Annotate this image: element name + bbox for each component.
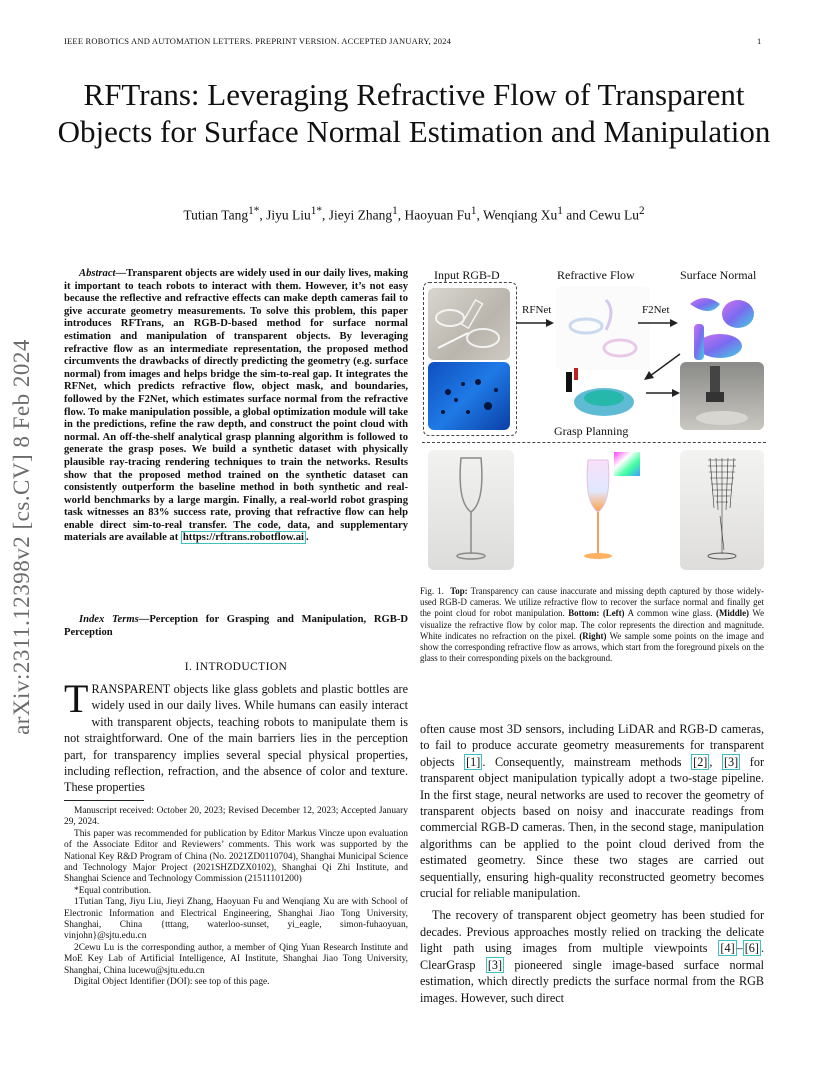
p1-text-a: often cause most 3D sensors, including LiDAR and RGB-D cameras, to fail to produce accurate geometry measurements for transparent objects	[420, 722, 764, 769]
flow-arrows-photo	[680, 450, 764, 570]
grasp-point-cloud	[562, 366, 642, 422]
footnote-received: Manuscript received: October 20, 2023; Revised December 12, 2023; Accepted January 29, 2024.	[64, 806, 408, 828]
label-grasp-planning: Grasp Planning	[554, 424, 629, 438]
f2net-label: F2Net	[642, 304, 670, 316]
footnote-rule	[64, 800, 144, 801]
caption-bottom-lead: Bottom: (Left)	[568, 608, 625, 619]
index-terms-text: —Perception for Grasping and Manipulation, RGB-D Perception	[64, 614, 408, 638]
caption-right: We sample some points on the image and show the corresponding refractive flow as arrows, which start from the foreground pixels on the glass to their corresponding pixels on the background.	[420, 630, 764, 664]
caption-right-lead: (Right)	[579, 630, 607, 641]
rfnet-label: RFNet	[522, 304, 552, 316]
surface-normal-image	[680, 284, 764, 372]
arxiv-id: arXiv:2311.12398v2 [cs.CV] 8 Feb 2024	[9, 339, 34, 735]
flow-colormap-icon	[554, 450, 650, 570]
intro-body: objects like glass goblets and plastic bottles are widely used in our daily lives. While humans can easily interact with transparent objects, teaching robots to manipulate them is not straightforward. One of the main barriers lies in the perception part, for transparency implies several special physical properties, including reflection, refraction, and the absence of color and texture. These properties	[64, 682, 408, 795]
wine-glass-icon	[428, 450, 514, 570]
right-column-body	[420, 721, 764, 1006]
index-terms-lead: Index Terms	[79, 614, 139, 625]
p2-text-a: The recovery of transparent object geometry has been studied for decades. Previous approaches mostly relied on tracking the delicate light path using images from multiple viewpoints	[420, 908, 764, 956]
caption-middle: We visualize the refractive flow by color map. The color represents the direction and magnitude. White indicates no refraction on the pixel.	[420, 608, 765, 641]
to-robot-arrow-icon	[646, 388, 680, 398]
right-paragraph-2	[420, 907, 764, 1005]
caption-top-lead: Top:	[450, 586, 468, 596]
rfnet-arrow-icon	[516, 318, 554, 328]
robot-arm-illustration	[680, 362, 764, 430]
citation-2[interactable]: [2]	[693, 754, 708, 769]
caption-bottom: A common wine glass.	[624, 608, 716, 619]
footnote-editor: This paper was recommended for publication by Editor Markus Vincze upon evaluation of the Associate Editor and Reviewers’ comments. This work was supported by the National Key R&D Program of China (No. 2021ZD0110704), Shanghai Municipal Science and Technology Major Project (2021SHZDZX0102), Shanghai Qi Zhi Institute, and Shanghai Science and Technology Commission (21511101200)	[64, 828, 408, 885]
footnote-affiliation-1: 1Tutian Tang, Jiyu Liu, Jieyi Zhang, Haoyuan Fu and Wenqiang Xu are with School of Electronic Information and Electrical Engineering, Shanghai Jiao Tong University, Shanghai, China {tttang, waterloo-sunset, yi_eagle, simon-fuhaoyuan, vinjohn}@sjtu.edu.cn	[64, 897, 408, 942]
page-number: 1	[757, 36, 762, 46]
footnote-affiliation-2: 2Cewu Lu is the corresponding author, a member of Qing Yuan Research Institute and MoE Key Lab of Artificial Intelligence, AI Institute, Shanghai Jiao Tong University, Shanghai, China lucewu@sjtu.edu.cn	[64, 942, 408, 976]
p1-text-c: ,	[709, 754, 722, 769]
intro-paragraph	[64, 676, 408, 796]
running-head: IEEE ROBOTICS AND AUTOMATION LETTERS. PREPRINT VERSION. ACCEPTED JANUARY, 2024	[64, 36, 452, 46]
caption-fig-label: Fig. 1.	[420, 586, 444, 596]
figure-divider	[422, 442, 766, 443]
project-link[interactable]: https://rftrans.robotflow.ai	[182, 532, 304, 544]
label-input-rgbd: Input RGB-D	[434, 268, 500, 282]
f2net-arrow-icon	[638, 318, 678, 328]
figure-caption	[420, 586, 764, 664]
citation-3b[interactable]: [3]	[487, 957, 503, 972]
figure-1	[422, 266, 766, 576]
drop-cap: T	[64, 676, 89, 721]
paper-title: RFTrans: Leveraging Refractive Flow of Transparent Objects for Surface Normal Estimation and Manipulation	[57, 77, 771, 149]
robot-photo	[680, 362, 764, 430]
p2-text-d: pioneered single image-based surface normal estimation, which directly predicts the surface normal from the RGB images. However, such direct	[420, 957, 765, 1005]
refractive-flow-image	[556, 286, 650, 370]
abstract-end: .	[305, 532, 309, 544]
flow-illustration	[556, 286, 650, 370]
depth-noise-illustration	[428, 362, 510, 430]
arxiv-stamp	[2, 292, 42, 782]
p2-text-c: . ClearGrasp	[420, 941, 764, 972]
normal-illustration	[680, 284, 764, 372]
citation-6[interactable]: [6]	[744, 941, 759, 956]
footnotes	[64, 806, 408, 989]
depth-image	[428, 362, 510, 430]
index-terms	[64, 614, 408, 639]
rgb-image	[428, 288, 510, 360]
citation-1[interactable]: [1]	[466, 754, 481, 769]
flow-arrows-icon	[680, 450, 764, 570]
p1-text-d: for transparent object manipulation typically adopt a two-stage pipeline. In the first stage, neural networks are used to recover the geometry of transparent objects based on noisy and inaccurate readings from commercial RGB-D cameras. Then, in the second stage, manipulation algorithms can be applied to the point cloud derived from the estimated geometry. Since these two stages are carried out sequentially, ensuring high-quality reconstructed geometry becomes crucial for reliable manipulation.	[420, 754, 765, 901]
label-surface-normal: Surface Normal	[680, 268, 757, 282]
footnote-equal: *Equal contribution.	[74, 885, 152, 896]
abstract	[64, 268, 408, 545]
footnote-doi: Digital Object Identifier (DOI): see top of this page.	[74, 977, 270, 988]
citation-3[interactable]: [3]	[724, 754, 739, 769]
to-grasp-arrow-icon	[642, 352, 682, 382]
flow-colormap-photo	[554, 450, 650, 570]
caption-top: Transparency can cause inaccurate and missing depth captured by those widely-used RGB-D cameras. We utilize refractive flow to recover the surface normal and finally get the point cloud for robot manipulation.	[420, 586, 765, 619]
abstract-text: —Transparent objects are widely used in our daily lives, making it important to teach robots to interact with them. However, it’s not easy because the reflective and refractive effects can make depth cameras fail to give accurate geometry measurements. To solve this problem, this paper introduces RFTrans, an RGB-D-based method for surface normal estimation and manipulation of transparent objects. By leveraging refractive flow as an intermediate representation, the proposed method circumvents the drawbacks of directly predicting the geometry (e.g. surface normal) from images and helps bridge the sim-to-real gap. It integrates the RFNet, which predicts refractive flow, object mask, and boundaries, followed by the F2Net, which estimates surface normal from the refractive flow. To make manipulation possible, a global optimization module will take in the predictions, refine the raw depth, and construct the point cloud with normal. An off-the-shelf analytical grasp planning algorithm is followed to generate the grasp poses. We build a synthetic dataset with physically plausible ray-tracing rendering techniques to train the networks. Results show that the proposed method trained on the synthetic dataset can consistently outperform the baseline method in both synthetic and real-world benchmarks by a large margin. Finally, a real-world robot grasping task witnesses an 83% success rate, proving that refractive flow can help enable direct sim-to-real transfer. The code, data, and supplementary materials are available at	[64, 268, 408, 544]
wine-glass-photo	[428, 450, 514, 570]
intro-first-word: RANSPARENT	[91, 682, 171, 696]
right-paragraph-1	[420, 721, 764, 901]
p1-text-b: . Consequently, mainstream methods	[482, 754, 692, 769]
author-list: Tutian Tang$^{1*}$, Jiyu Liu$^{1*}$, Jieyi Zhang$^1$, Haoyuan Fu$^1$, Wenqiang Xu$^1$ and Cewu Lu$^2$	[183, 205, 645, 223]
caption-middle-lead: (Middle)	[715, 608, 750, 619]
glass-objects-illustration	[428, 288, 510, 360]
citation-4[interactable]: [4]	[720, 941, 735, 956]
abstract-lead: Abstract	[79, 268, 116, 279]
section-heading: I. INTRODUCTION	[184, 661, 288, 673]
point-cloud-illustration	[562, 366, 642, 422]
label-refractive-flow: Refractive Flow	[557, 268, 635, 282]
p2-text-b: –	[736, 941, 743, 956]
